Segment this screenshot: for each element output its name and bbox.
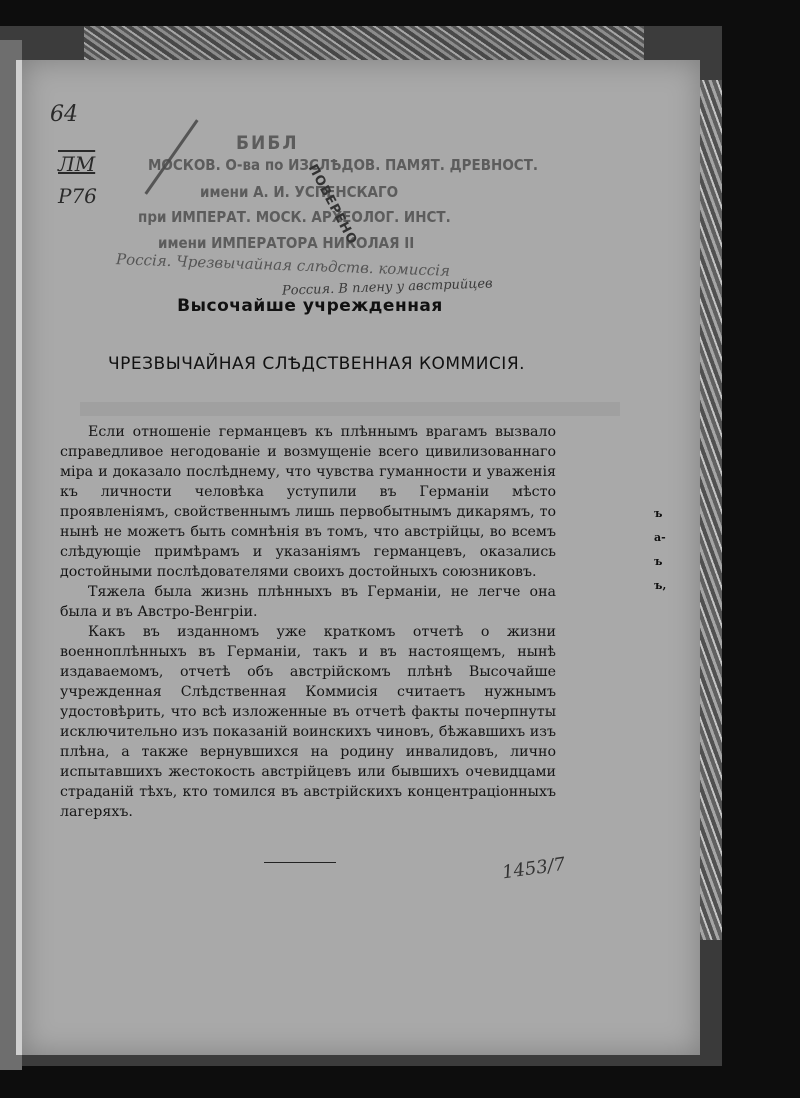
document-body — [60, 422, 556, 822]
inventory-number: 1453/7 — [500, 853, 567, 884]
folio-number: 64 — [50, 102, 78, 127]
library-stamp-line3: имени А. И. УСПЕНСКАГО — [200, 183, 399, 201]
bleed-through-shadow — [80, 402, 620, 416]
paragraph: Какъ въ изданномъ уже краткомъ отчетѣ о жизни военноплѣнныхъ въ Германіи, такъ и въ настоящемъ, нынѣ издаваемомъ, отчетѣ объ австрійскомъ плѣнѣ Высочайше учрежденная Слѣдственная Коммисія считаетъ нужнымъ удостовѣрить, что всѣ изложенные въ отчетѣ факты почерпнуты исключительно изъ показаній воинскихъ чиновъ, бѣжавшихъ изъ плѣна, а также вернувшихся на родину инвалидовъ, лично испытавшихъ жестокость австрійцевъ или бывшихъ очевидцами страданій тѣхъ, кто томился въ австрійскихъ концентраціонныхъ лагеряхъ. — [60, 624, 556, 820]
library-stamp-line4: при ИМПЕРАТ. МОСК. АРХЕОЛОГ. ИНСТ. — [138, 208, 451, 226]
shelf-mark-bottom: Р76 — [58, 184, 97, 208]
diagonal-stamp: ПОВЕРЕНО — [304, 162, 360, 248]
cover-corner — [700, 940, 722, 1060]
handwritten-catalog-note: Россія. Чрезвычайная слѣдств. комиссія — [115, 250, 451, 280]
bleed-letter: ъ, — [654, 579, 667, 592]
library-stamp-line2: МОСКОВ. О-ва по ИЗСЛѢДОВ. ПАМЯТ. ДРЕВНОСТ. — [148, 156, 539, 174]
bleed-letter: а- — [654, 531, 666, 544]
paragraph: Тяжела была жизнь плѣнныхъ въ Германіи, не легче она была и въ Австро-Венгріи. — [60, 584, 556, 620]
section-divider — [264, 862, 336, 863]
library-stamp-line5: имени ИМПЕРАТОРА НИКОЛАЯ II — [158, 234, 415, 252]
paragraph: Если отношеніе германцевъ къ плѣннымъ врагамъ вызвало справедливое негодованіе и возмущеніе всего цивилизованнаго міра и доказало послѣднему, что чувства гуманности и уваженія къ личности человѣка уступили въ Германіи мѣсто проявленіямъ, свойственнымъ лишь первобытнымъ дикарямъ, то нынѣ не можетъ быть сомнѣнія въ томъ, что австрійцы, во всемъ слѣдующіе примѣрамъ и указаніямъ германцевъ, оказались достойными послѣдователями своихъ достойныхъ союзниковъ. — [60, 424, 556, 580]
bleed-letter: ъ — [654, 555, 663, 568]
bleed-through-letters — [654, 502, 666, 598]
library-stamp-line1: БИБЛ — [236, 132, 299, 154]
bleed-letter: ъ — [654, 507, 663, 520]
document-title-line2: ЧРЕЗВЫЧАЙНАЯ СЛѢДСТВЕННАЯ КОММИСІЯ. — [108, 354, 526, 374]
handwritten-catalog-note-2: Россия. В плену у австрийцев — [281, 276, 493, 299]
shelf-mark-top: ЛМ — [58, 152, 96, 176]
document-title-line1: Высочайше учрежденная — [177, 296, 443, 316]
